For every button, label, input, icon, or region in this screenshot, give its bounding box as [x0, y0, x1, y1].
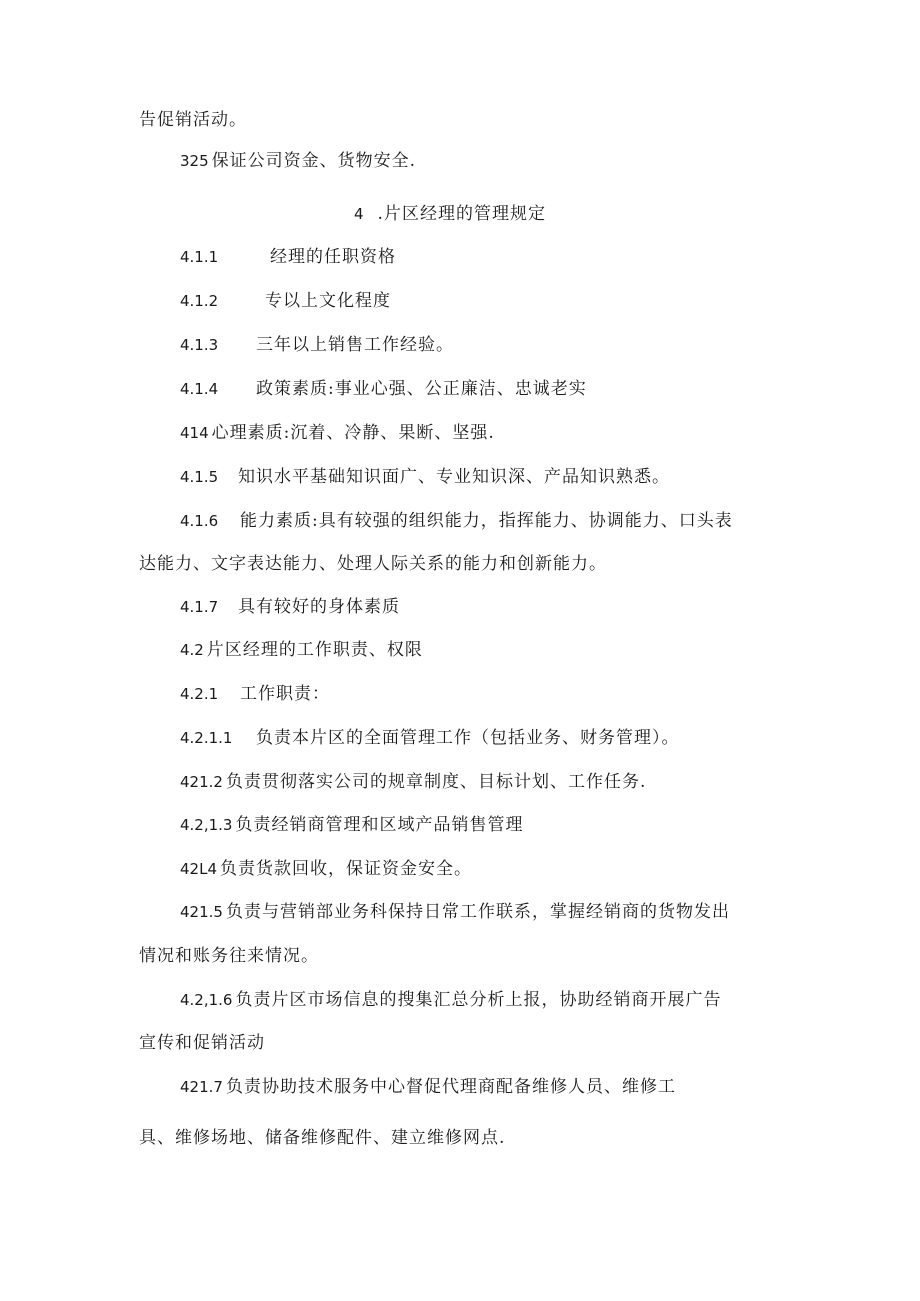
heading-text: .片区经理的管理规定	[377, 204, 546, 224]
paragraph-line	[180, 333, 218, 357]
line-text: 负责本片区的全面管理工作（包括业务、财务管理）。	[256, 728, 680, 748]
line-text: 知识水平基础知识面广、专业知识深、产品知识熟悉。	[238, 467, 670, 487]
line-text: 告促销活动。	[139, 110, 247, 130]
paragraph-line	[180, 595, 218, 619]
section-number: 4.1.7	[180, 598, 219, 616]
line-text: 具有较好的身体素质	[238, 597, 400, 617]
line-text: 保证公司资金、货物安全.	[211, 151, 417, 171]
paragraph-line	[180, 726, 232, 750]
paragraph-line	[180, 813, 523, 837]
paragraph-line	[238, 595, 400, 619]
paragraph-line	[240, 509, 733, 533]
section-number: 325	[180, 152, 209, 170]
section-heading	[180, 638, 423, 662]
line-text: 能力素质:具有较强的组织能力，指挥能力、协调能力、口头表	[240, 511, 733, 531]
line-text: 负责货款回收，保证资金安全。	[220, 859, 472, 879]
section-number: 414	[180, 424, 209, 442]
paragraph-line	[180, 770, 646, 794]
section-number: 4.2.1.1	[180, 729, 233, 747]
line-text: 具、维修场地、储备维修配件、建立维修网点.	[139, 1128, 506, 1148]
paragraph-line	[139, 1031, 265, 1055]
line-text: 负责贯彻落实公司的规章制度、目标计划、工作任务.	[225, 772, 647, 792]
heading-text: 片区经理的工作职责、权限	[206, 640, 423, 660]
line-text: 达能力、文字表达能力、处理人际关系的能力和创新能力。	[139, 554, 607, 574]
line-text: 负责协助技术服务中心督促代理商配备维修人员、维修工	[225, 1077, 676, 1097]
section-number: 4.2,1.6	[180, 991, 233, 1009]
paragraph-line	[180, 1075, 676, 1099]
section-number: 4.2.1	[180, 685, 219, 703]
paragraph-line	[180, 421, 495, 445]
section-heading	[354, 202, 546, 226]
line-text: 三年以上销售工作经验。	[256, 335, 454, 355]
section-number: 4.1.6	[180, 512, 219, 530]
paragraph-line	[256, 726, 680, 750]
paragraph-line	[139, 108, 247, 132]
paragraph-line	[139, 1126, 505, 1150]
paragraph-line	[180, 988, 721, 1012]
section-number: 421.7	[180, 1078, 223, 1096]
section-number: 4.1.5	[180, 468, 219, 486]
section-number: 4.1.1	[180, 248, 219, 266]
line-text: 宣传和促销活动	[139, 1033, 265, 1053]
line-text: 负责片区市场信息的搜集汇总分析上报，协助经销商开展广告	[235, 990, 722, 1010]
line-text: 负责经销商管理和区域产品销售管理	[235, 815, 524, 835]
paragraph-line	[139, 552, 607, 576]
paragraph-line	[180, 509, 218, 533]
section-number: 4	[354, 205, 364, 223]
paragraph-line	[180, 149, 416, 173]
paragraph-line	[180, 289, 218, 313]
line-text: 负责与营销部业务科保持日常工作联系，掌握经销商的货物发出	[225, 902, 730, 922]
section-number: 4.2	[180, 641, 204, 659]
paragraph-line	[238, 465, 670, 489]
paragraph-line	[180, 465, 218, 489]
section-number: 4.1.2	[180, 292, 219, 310]
paragraph-line	[265, 289, 391, 313]
section-number: 4.1.4	[180, 380, 219, 398]
line-text: 情况和账务往来情况。	[139, 946, 319, 966]
paragraph-line	[139, 944, 319, 968]
line-text: 工作职责：	[240, 684, 330, 704]
paragraph-line	[270, 245, 396, 269]
line-text: 专以上文化程度	[265, 291, 391, 311]
section-number: 4.2,1.3	[180, 816, 233, 834]
line-text: 心理素质:沉着、冷静、果断、坚强.	[211, 423, 495, 443]
line-text: 政策素质:事业心强、公正廉洁、忠诚老实	[256, 379, 587, 399]
paragraph-line	[256, 333, 454, 357]
section-number: 42L4	[180, 860, 217, 878]
paragraph-line	[180, 377, 218, 401]
paragraph-line	[180, 245, 218, 269]
paragraph-line	[180, 900, 730, 924]
section-number: 421.5	[180, 903, 223, 921]
line-text: 经理的任职资格	[270, 247, 396, 267]
paragraph-line	[180, 682, 218, 706]
section-number: 4.1.3	[180, 336, 219, 354]
paragraph-line	[180, 857, 472, 881]
paragraph-line	[256, 377, 587, 401]
section-number: 421.2	[180, 773, 223, 791]
paragraph-line	[240, 682, 330, 706]
